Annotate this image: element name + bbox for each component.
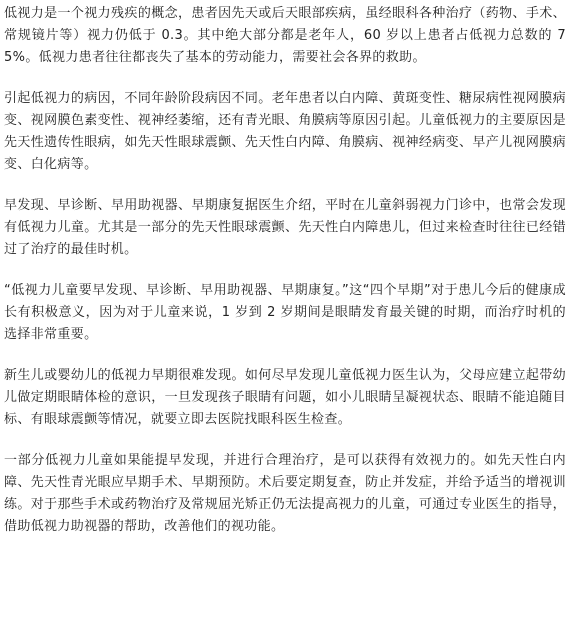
paragraph-infant-detection: 新生儿或婴幼儿的低视力早期很难发现。如何尽早发现儿童低视力医生认为，父母应建立起带幼儿做定期眼睛体检的意识，一旦发现孩子眼睛有问题，如小儿眼睛呈凝视状态、眼睛不能追随目标、有眼球震颤等情况，就要立即去医院找眼科医生检查。: [4, 368, 566, 427]
paragraph-four-earlies: “低视力儿童要早发现、早诊断、早用助视器、早期康复。”这“四个早期”对于患儿今后的健康成长有积极意义，因为对于儿童来说，1 岁到 2 岁期间是眼睛发育最关键的时期，而治疗时机的选择非常重要。: [4, 283, 566, 342]
paragraph-treatment: 一部分低视力儿童如果能提早发现，并进行合理治疗，是可以获得有效视力的。如先天性白内障、先天性青光眼应早期手术、早期预防。术后要定期复查，防止并发症，并给予适当的增视训练。对于那些手术或药物治疗及常规屈光矫正仍无法提高视力的儿童，可通过专业医生的指导，借助低视力助视器的帮助，改善他们的视功能。: [4, 453, 566, 534]
paragraph-causes: 引起低视力的病因，不同年龄阶段病因不同。老年患者以白内障、黄斑变性、糖尿病性视网膜病变、视网膜色素变性、视神经萎缩，还有青光眼、角膜病等原因引起。儿童低视力的主要原因是先天性遗传性眼病，如先天性眼球震颤、先天性白内障、角膜病、视神经病变、早产儿视网膜病变、白化病等。: [4, 91, 566, 172]
paragraph-definition: 低视力是一个视力残疾的概念，患者因先天或后天眼部疾病，虽经眼科各种治疗（药物、手术、常规镜片等）视力仍低于 0.3。其中绝大部分都是老年人，60 岁以上患者占低视力总数的 75%。低视力患者往往都丧失了基本的劳动能力，需要社会各界的救助。: [4, 6, 566, 65]
paragraph-early-detection: 早发现、早诊断、早用助视器、早期康复据医生介绍，平时在儿童斜弱视力门诊中，也常会发现有低视力儿童。尤其是一部分的先天性眼球震颤、先天性白内障患儿，但过来检查时往往已经错过了治疗的最佳时机。: [4, 198, 566, 257]
